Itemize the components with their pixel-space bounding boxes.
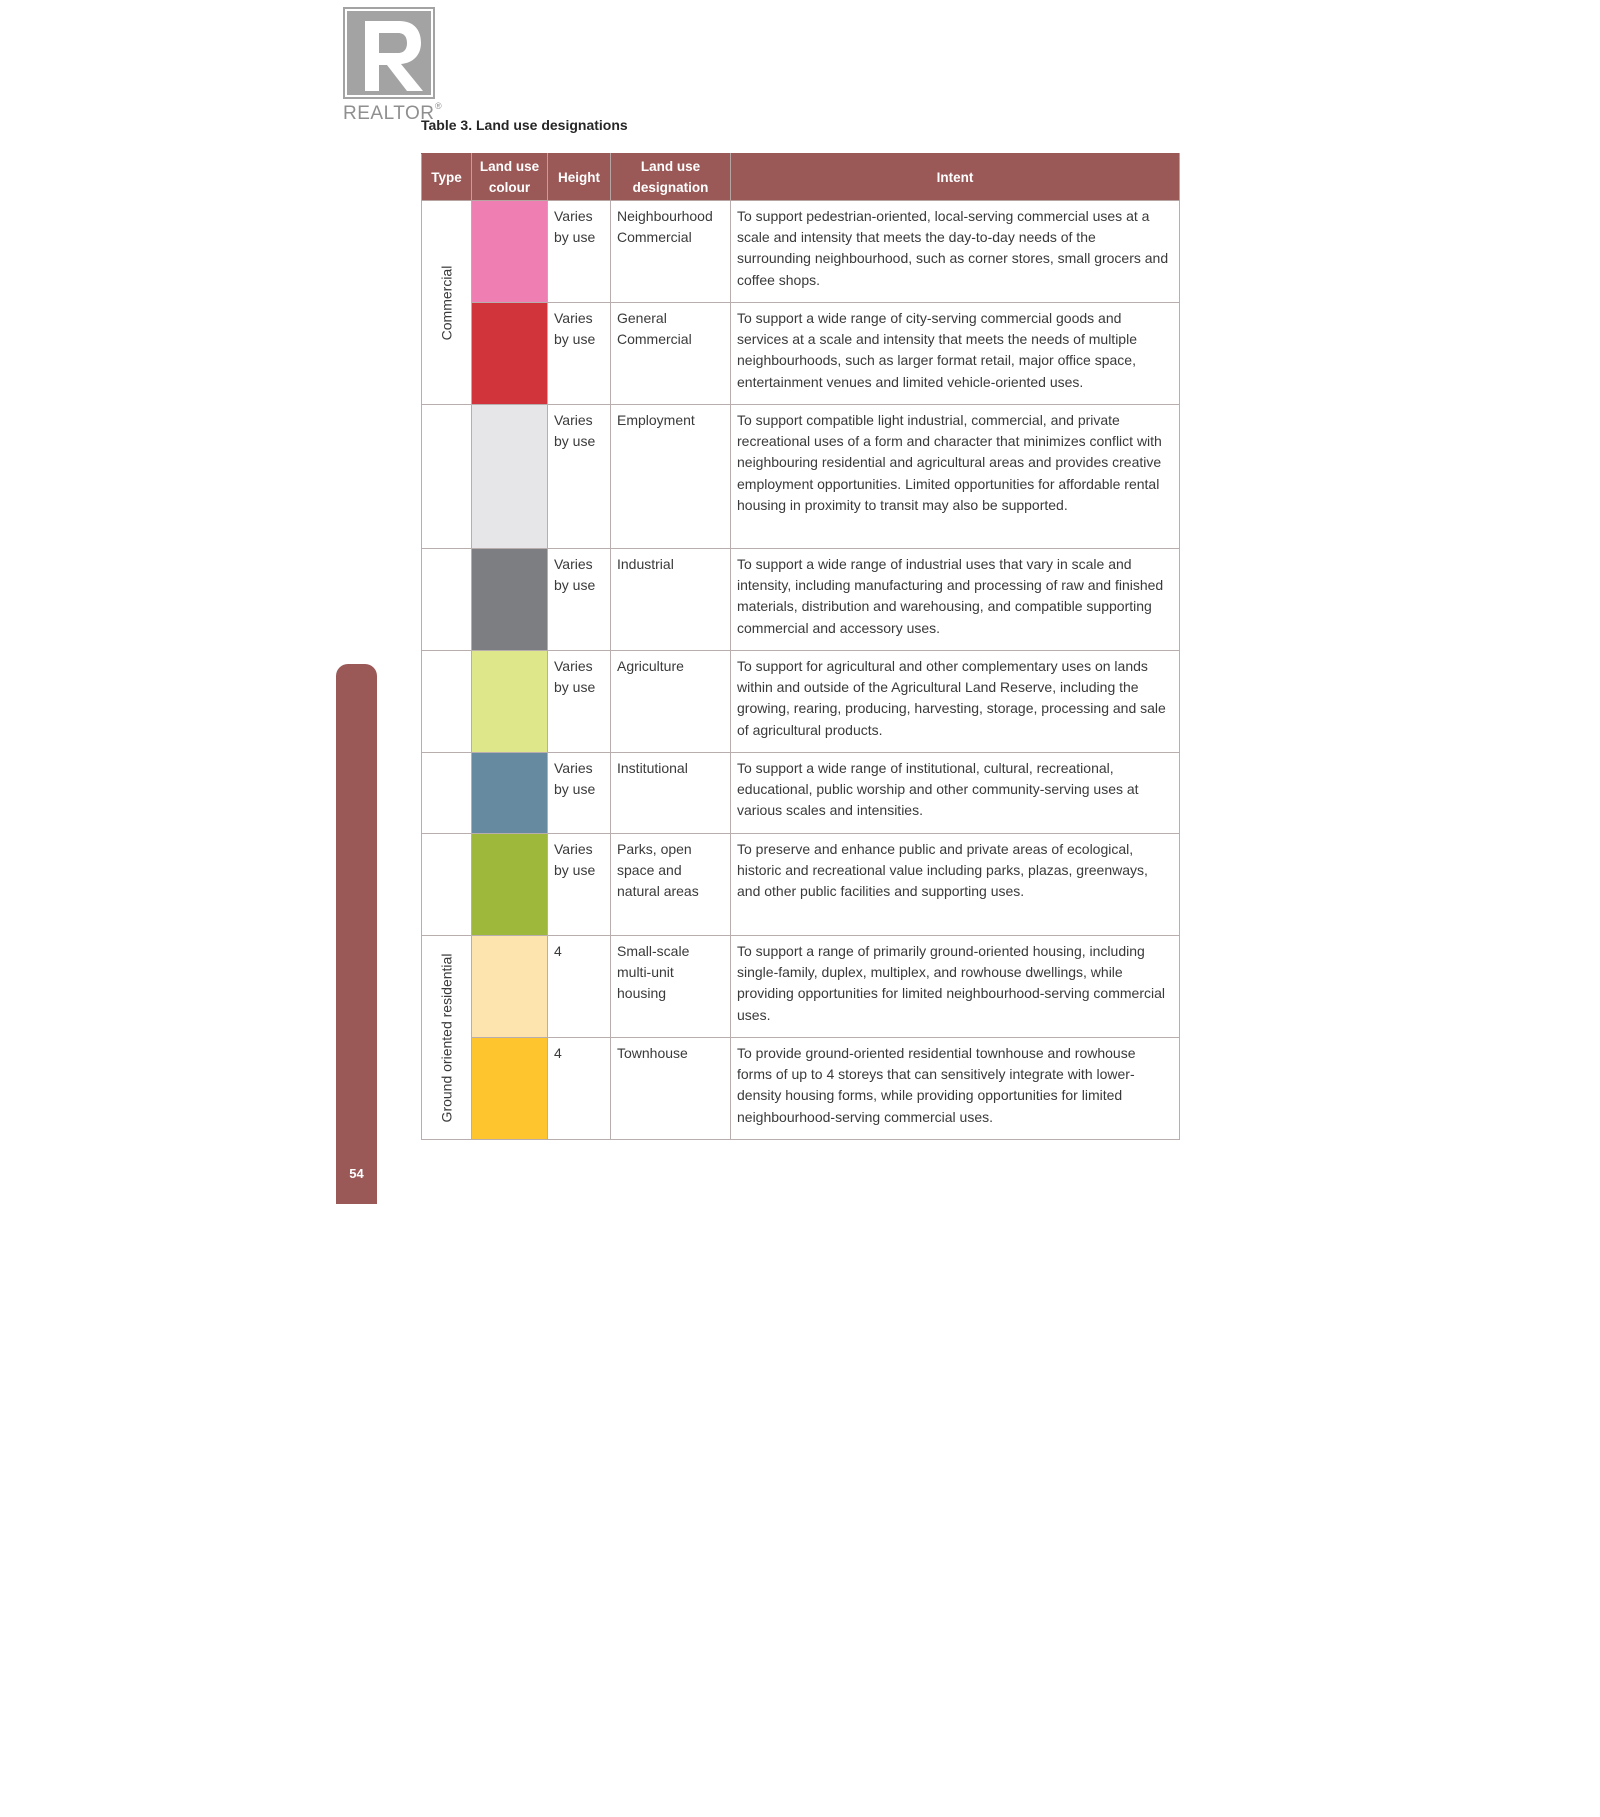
designation-cell: Institutional bbox=[611, 753, 731, 834]
colour-swatch bbox=[472, 405, 548, 549]
height-cell: 4 bbox=[548, 1038, 611, 1140]
designation-cell: Townhouse bbox=[611, 1038, 731, 1140]
type-cell-commercial bbox=[422, 201, 472, 405]
intent-cell: To support for agricultural and other complementary uses on lands within and outside of the Agricultural Land Reserve, including the growing, rearing, producing, harvesting, storage, processing and sale of agricultural products. bbox=[731, 651, 1180, 753]
height-cell: Varies by use bbox=[548, 549, 611, 651]
height-cell: Varies by use bbox=[548, 303, 611, 405]
intent-cell: To support compatible light industrial, commercial, and private recreational uses of a form and character that minimizes conflict with neighbouring residential and agricultural areas and provides creative employment opportunities. Limited opportunities for affordable rental housing in proximity to transit may also be supported. bbox=[731, 405, 1180, 549]
table-row bbox=[422, 549, 1180, 651]
colour-swatch bbox=[472, 834, 548, 936]
type-label: Ground oriented residential bbox=[437, 953, 454, 1122]
designation-cell: Employment bbox=[611, 405, 731, 549]
colour-swatch bbox=[472, 936, 548, 1038]
designation-cell: Agriculture bbox=[611, 651, 731, 753]
intent-cell: To provide ground-oriented residential townhouse and rowhouse forms of up to 4 storeys that can sensitively integrate with lower-density housing forms, while providing opportunities for limited neighbourhood-serving commercial uses. bbox=[731, 1038, 1180, 1140]
type-cell bbox=[422, 651, 472, 753]
intent-cell: To preserve and enhance public and private areas of ecological, historic and recreational value including parks, plazas, greenways, and other public facilities and supporting uses. bbox=[731, 834, 1180, 936]
realtor-logo-icon bbox=[343, 7, 435, 99]
table-row bbox=[422, 834, 1180, 936]
colour-swatch bbox=[472, 549, 548, 651]
table-row bbox=[422, 201, 1180, 303]
section-side-tab bbox=[336, 664, 377, 1817]
header-height: Height bbox=[548, 154, 611, 201]
designation-cell: Small-scale multi-unit housing bbox=[611, 936, 731, 1038]
colour-swatch bbox=[472, 1038, 548, 1140]
intent-cell: To support a wide range of industrial uses that vary in scale and intensity, including manufacturing and processing of raw and finished materials, distribution and warehousing, and compatible supporting commercial and accessory uses. bbox=[731, 549, 1180, 651]
table-row bbox=[422, 936, 1180, 1038]
intent-cell: To support a wide range of city-serving commercial goods and services at a scale and intensity that meets the needs of multiple neighbourhoods, such as larger format retail, major office space, entertainment venues and limited vehicle-oriented uses. bbox=[731, 303, 1180, 405]
table-header-row bbox=[422, 154, 1180, 201]
table-row bbox=[422, 405, 1180, 549]
designation-cell: Parks, open space and natural areas bbox=[611, 834, 731, 936]
table-row bbox=[422, 753, 1180, 834]
type-cell bbox=[422, 405, 472, 549]
type-cell bbox=[422, 834, 472, 936]
table-row bbox=[422, 303, 1180, 405]
section-title: PART B | LAND USE FRAMEWORK —DRAFT bbox=[349, 1555, 363, 1817]
registered-mark: ® bbox=[435, 101, 442, 111]
intent-cell: To support a range of primarily ground-oriented housing, including single-family, duplex, multiplex, and rowhouse dwellings, while providing opportunities for limited neighbourhood-serving commercial uses. bbox=[731, 936, 1180, 1038]
height-cell: Varies by use bbox=[548, 651, 611, 753]
height-cell: Varies by use bbox=[548, 753, 611, 834]
colour-swatch bbox=[472, 651, 548, 753]
page-number: 54 bbox=[349, 1166, 364, 1181]
designation-cell: Neighbourhood Commercial bbox=[611, 201, 731, 303]
type-cell bbox=[422, 549, 472, 651]
intent-cell: To support pedestrian-oriented, local-serving commercial uses at a scale and intensity that meets the day-to-day needs of the surrounding neighbourhood, such as corner stores, small grocers and coffee shops. bbox=[731, 201, 1180, 303]
realtor-logo bbox=[343, 7, 442, 125]
height-cell: Varies by use bbox=[548, 405, 611, 549]
header-designation: Land use designation bbox=[611, 154, 731, 201]
colour-swatch bbox=[472, 303, 548, 405]
realtor-logo-text: REALTOR bbox=[343, 103, 435, 124]
height-cell: 4 bbox=[548, 936, 611, 1038]
table-row bbox=[422, 1038, 1180, 1140]
colour-swatch bbox=[472, 753, 548, 834]
height-cell: Varies by use bbox=[548, 834, 611, 936]
table-row bbox=[422, 651, 1180, 753]
type-cell-ground-oriented bbox=[422, 936, 472, 1140]
height-cell: Varies by use bbox=[548, 201, 611, 303]
designation-cell: Industrial bbox=[611, 549, 731, 651]
header-type: Type bbox=[422, 154, 472, 201]
type-cell bbox=[422, 753, 472, 834]
header-colour: Land use colour bbox=[472, 154, 548, 201]
header-intent: Intent bbox=[731, 154, 1180, 201]
type-label: Commercial bbox=[437, 265, 454, 340]
intent-cell: To support a wide range of institutional, cultural, recreational, educational, public worship and other community-serving uses at various scales and intensities. bbox=[731, 753, 1180, 834]
land-use-table bbox=[421, 153, 1180, 1140]
designation-cell: General Commercial bbox=[611, 303, 731, 405]
table-title: Table 3. Land use designations bbox=[421, 117, 628, 133]
colour-swatch bbox=[472, 201, 548, 303]
